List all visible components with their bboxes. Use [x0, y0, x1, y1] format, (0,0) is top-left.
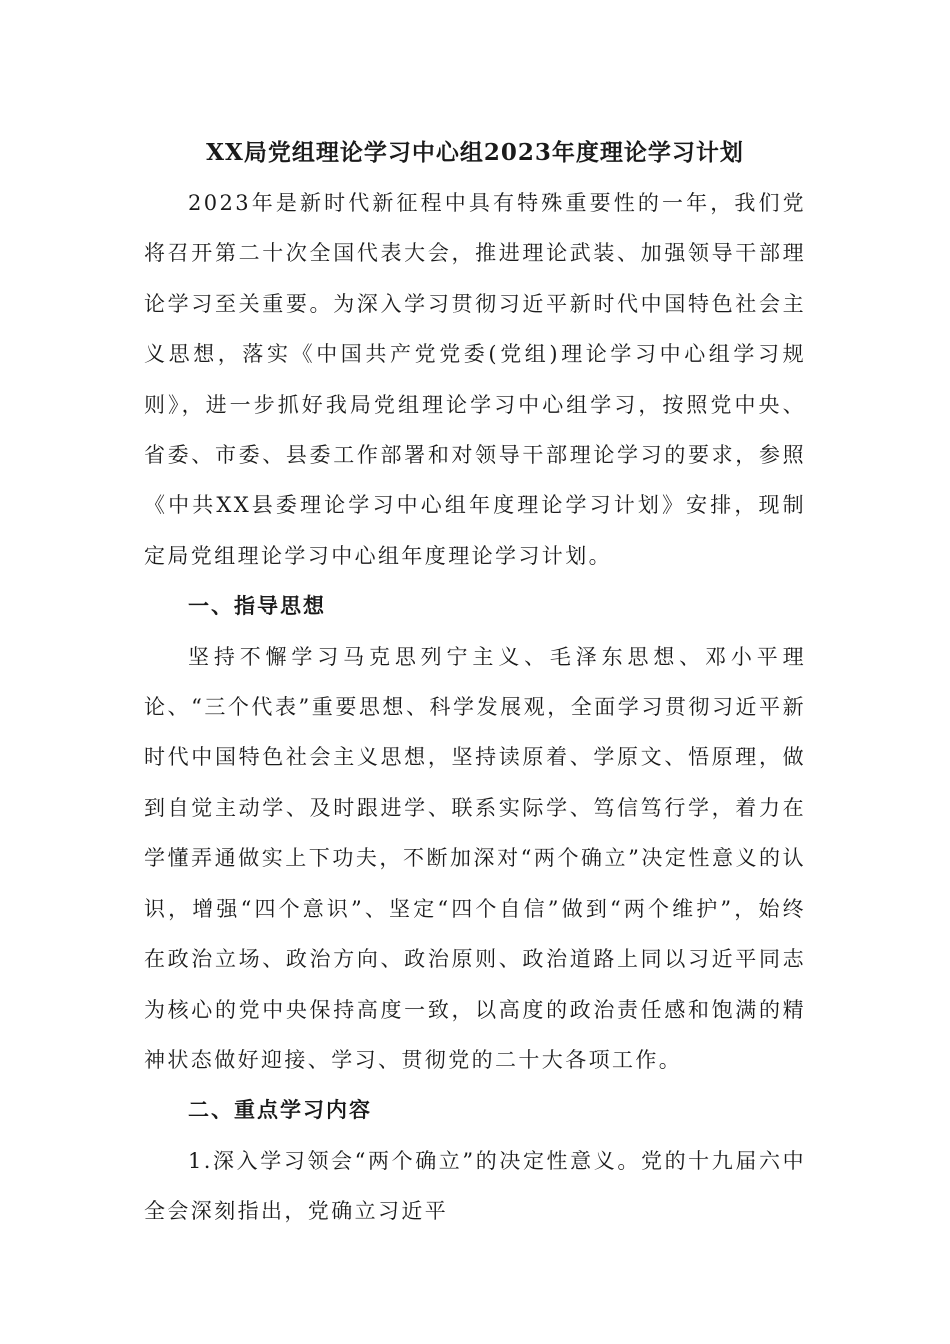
document-body — [144, 128, 806, 1237]
intro-paragraph: 2023年是新时代新征程中具有特殊重要性的一年，我们党将召开第二十次全国代表大会，推进理论武装、加强领导干部理论学习至关重要。为深入学习贯彻习近平新时代中国特色社会主义思想，落实《中国共产党党委(党组)理论学习中心组学习规则》，进一步抓好我局党组理论学习中心组学习，按照党中央、省委、市委、县委工作部署和对领导干部理论学习的要求，参照《中共XX县委理论学习中心组年度理论学习计划》安排，现制定局党组理论学习中心组年度理论学习计划。 — [144, 191, 806, 568]
key-content-item-1: 1.深入学习领会“两个确立”的决定性意义。党的十九届六中全会深刻指出，党确立习近平 — [144, 1148, 806, 1224]
document-title: XX局党组理论学习中心组2023年度理论学习计划 — [206, 139, 744, 166]
section-heading-key-content: 二、重点学习内容 — [188, 1097, 372, 1123]
guiding-ideology-paragraph: 坚持不懈学习马克思列宁主义、毛泽东思想、邓小平理论、“三个代表”重要思想、科学发展观，全面学习贯彻习近平新时代中国特色社会主义思想，坚持读原着、学原文、悟原理，做到自觉主动学、及时跟进学、联系实际学、笃信笃行学，着力在学懂弄通做实上下功夫，不断加深对“两个确立”决定性意义的认识，增强“四个意识”、坚定“四个自信”做到“两个维护”，始终在政治立场、政治方向、政治原则、政治道路上同以习近平同志为核心的党中央保持高度一致，以高度的政治责任感和饱满的精神状态做好迎接、学习、贯彻党的二十大各项工作。 — [144, 644, 806, 1072]
section-heading-guiding-ideology: 一、指导思想 — [188, 593, 326, 619]
